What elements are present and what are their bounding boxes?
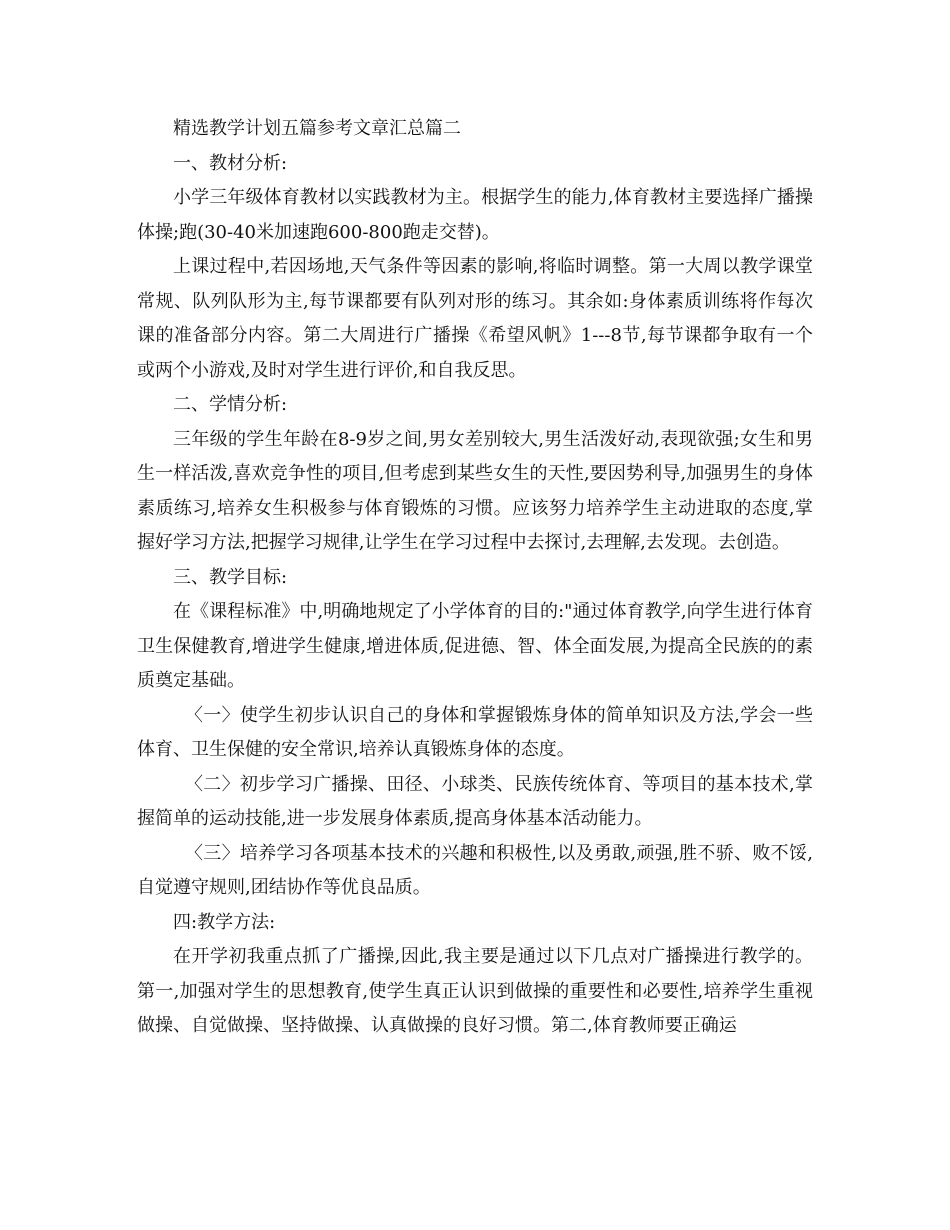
body-paragraph: 在开学初我重点抓了广播操,因此,我主要是通过以下几点对广播操进行教学的。第一,加强对学生的思想教育,使学生真正认识到做操的重要性和必要性,培养学生重视做操、自觉做操、坚持做操、认真做操的良好习惯。第二,体育教师要正确运 <box>137 946 813 1036</box>
body-paragraph: 在《课程标准》中,明确地规定了小学体育的目的:"通过体育教学,向学生进行体育卫生保健教育,增进学生健康,增进体质,促进德、智、体全面发展,为提高全民族的的素质奠定基础。 <box>137 601 813 691</box>
goal-item-2: 〈二〉初步学习广播操、田径、小球类、民族传统体育、等项目的基本技术,掌握简单的运动技能,进一步发展身体素质,提高身体基本活动能力。 <box>137 773 813 829</box>
goal-item-3: 〈三〉培养学习各项基本技术的兴趣和积极性,以及勇敢,顽强,胜不骄、败不馁,自觉遵守规则,团结协作等优良品质。 <box>137 842 813 898</box>
body-paragraph: 小学三年级体育教材以实践教材为主。根据学生的能力,体育教材主要选择广播操体操;跑(30-40米加速跑600-800跑走交替)。 <box>137 187 813 243</box>
goal-item-1: 〈一〉使学生初步认识自己的身体和掌握锻炼身体的简单知识及方法,学会一些体育、卫生保健的安全常识,培养认真锻炼身体的态度。 <box>137 704 813 760</box>
section-heading-teaching-goals: 三、教学目标: <box>173 566 288 588</box>
body-paragraph: 上课过程中,若因场地,天气条件等因素的影响,将临时调整。第一大周以教学课堂常规、队列队形为主,每节课都要有队列对形的练习。其余如:身体素质训练将作每次课的准备部分内容。第二大周进行广播操《希望风帆》1---8节,每节课都争取有一个或两个小游戏,及时对学生进行评价,和自我反思。 <box>137 256 813 381</box>
section-heading-textbook-analysis: 一、教材分析: <box>173 152 288 174</box>
document-page <box>137 112 813 1044</box>
section-heading-teaching-methods: 四:教学方法: <box>173 911 276 933</box>
document-title: 精选教学计划五篇参考文章汇总篇二 <box>173 118 461 139</box>
section-heading-student-analysis: 二、学情分析: <box>173 394 288 415</box>
body-paragraph: 三年级的学生年龄在8-9岁之间,男女差别较大,男生活泼好动,表现欲强;女生和男生一样活泼,喜欢竞争性的项目,但考虑到某些女生的天性,要因势利导,加强男生的身体素质练习,培养女生积极参与体育锻炼的习惯。应该努力培养学生主动进取的态度,掌握好学习方法,把握学习规律,让学生在学习过程中去探讨,去理解,去发现。去创造。 <box>137 428 813 553</box>
